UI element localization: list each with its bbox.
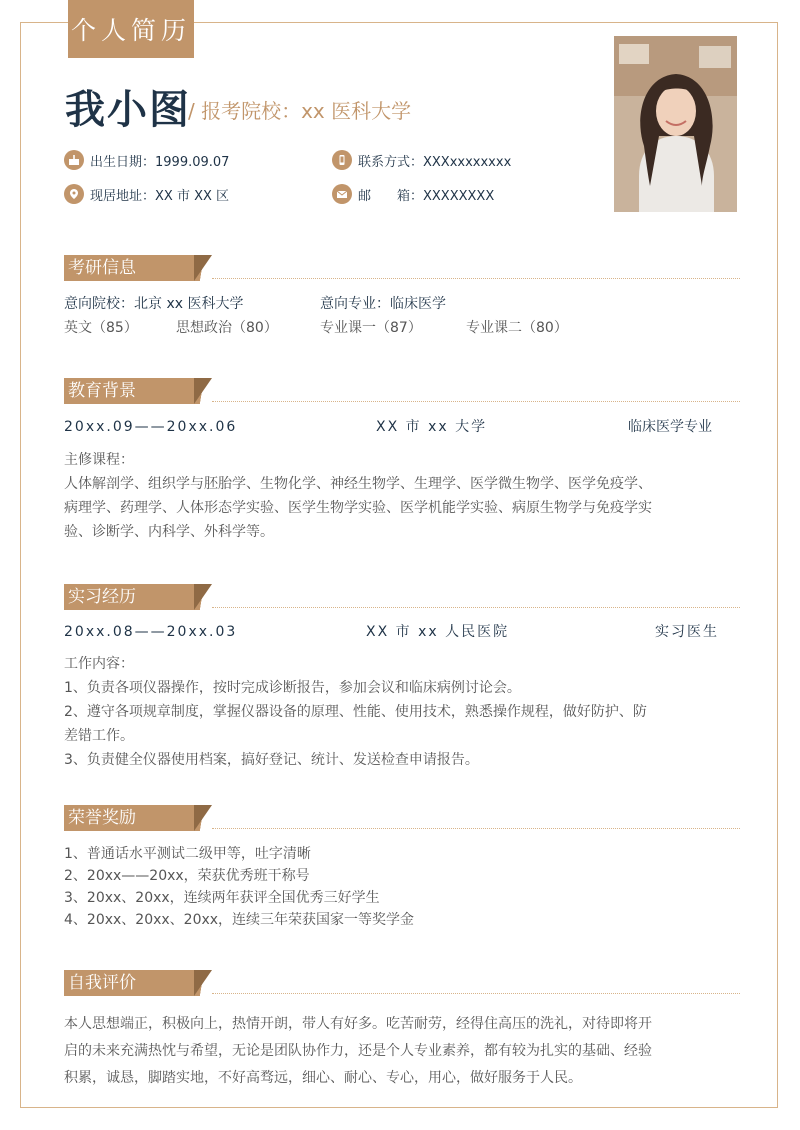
contact-row (332, 150, 511, 170)
address-row (64, 184, 229, 204)
section-divider (212, 401, 740, 402)
subject-score: 英文（85） (64, 320, 138, 336)
mail-icon (332, 184, 352, 204)
subject-score: 专业课一（87） (320, 320, 422, 336)
work-item: 2、遵守各项规章制度，掌握仪器设备的原理、性能、使用技术，熟悉操作规程，做好防护、防 (64, 704, 647, 720)
contact-text: 联系方式：XXXxxxxxxxx (358, 154, 512, 170)
section-kaoyan-header (64, 255, 740, 281)
self-eval-text: 积累，诚恳，脚踏实地，不好高骛远，细心、耐心、专心，用心，做好服务于人民。 (64, 1070, 582, 1086)
section-divider (212, 828, 740, 829)
work-content-label: 工作内容： (64, 656, 134, 672)
honor-item: 4、20xx、20xx、20xx，连续三年荣获国家一等奖学金 (64, 912, 415, 928)
honor-item: 3、20xx、20xx，连续两年获评全国优秀三好学生 (64, 890, 380, 906)
section-divider (212, 278, 740, 279)
cake-icon (64, 150, 84, 170)
internship-period: 20xx.08——20xx.03 (64, 624, 238, 640)
work-item: 3、负责健全仪器使用档案，搞好登记、统计、发送检查申请报告。 (64, 752, 479, 768)
section-education-header (64, 378, 740, 404)
courses-text: 验、诊断学、内科学、外科学等。 (64, 524, 274, 540)
section-kaoyan-title: 考研信息 (64, 255, 212, 281)
education-major: 临床医学专业 (628, 419, 712, 435)
internship-hospital: XX 市 xx 人民医院 (366, 624, 510, 640)
section-internship-header (64, 584, 740, 610)
birth-text: 出生日期：1999.09.07 (90, 154, 230, 170)
section-internship-title: 实习经历 (64, 584, 212, 610)
location-pin-icon (64, 184, 84, 204)
target-major: 意向专业：临床医学 (320, 296, 446, 312)
birth-row (64, 150, 229, 170)
profile-photo (614, 36, 737, 212)
section-divider (212, 993, 740, 994)
section-self-eval-title: 自我评价 (64, 970, 212, 996)
person-name: 我小图 (65, 87, 191, 133)
self-eval-text: 启的未来充满热忱与希望，无论是团队协作力，还是个人专业素养，都有较为扎实的基础、经验 (64, 1043, 652, 1059)
section-honors-title: 荣誉奖励 (64, 805, 212, 831)
courses-text: 人体解剖学、组织学与胚胎学、生物化学、神经生物学、生理学、医学微生物学、医学免疫学、 (64, 476, 652, 492)
section-honors-header (64, 805, 740, 831)
phone-icon (332, 150, 352, 170)
address-text: 现居地址：XX 市 XX 区 (90, 188, 230, 204)
email-text: 邮 箱：XXXXXXXX (358, 188, 495, 204)
section-education-title: 教育背景 (64, 378, 212, 404)
courses-label: 主修课程： (64, 452, 134, 468)
internship-role: 实习医生 (655, 624, 719, 640)
email-row (332, 184, 494, 204)
section-self-eval-header (64, 970, 740, 996)
target-school: 意向院校：北京 xx 医科大学 (64, 296, 244, 312)
honor-item: 1、普通话水平测试二级甲等，吐字清晰 (64, 846, 311, 862)
education-school: XX 市 xx 大学 (376, 419, 488, 435)
education-period: 20xx.09——20xx.06 (64, 419, 238, 435)
work-item: 差错工作。 (64, 728, 134, 744)
target-school-headline: / 报考院校：xx 医科大学 (188, 99, 412, 123)
subject-score: 专业课二（80） (466, 320, 568, 336)
honor-item: 2、20xx——20xx，荣获优秀班干称号 (64, 868, 310, 884)
courses-text: 病理学、药理学、人体形态学实验、医学生物学实验、医学机能学实验、病原生物学与免疫学实 (64, 500, 652, 516)
self-eval-text: 本人思想端正，积极向上，热情开朗，带人有好多。吃苦耐劳，经得住高压的洗礼，对待即将开 (64, 1016, 652, 1032)
work-item: 1、负责各项仪器操作，按时完成诊断报告，参加会议和临床病例讨论会。 (64, 680, 521, 696)
section-divider (212, 607, 740, 608)
subject-score: 思想政治（80） (176, 320, 278, 336)
resume-title: 个人简历 (68, 0, 194, 58)
